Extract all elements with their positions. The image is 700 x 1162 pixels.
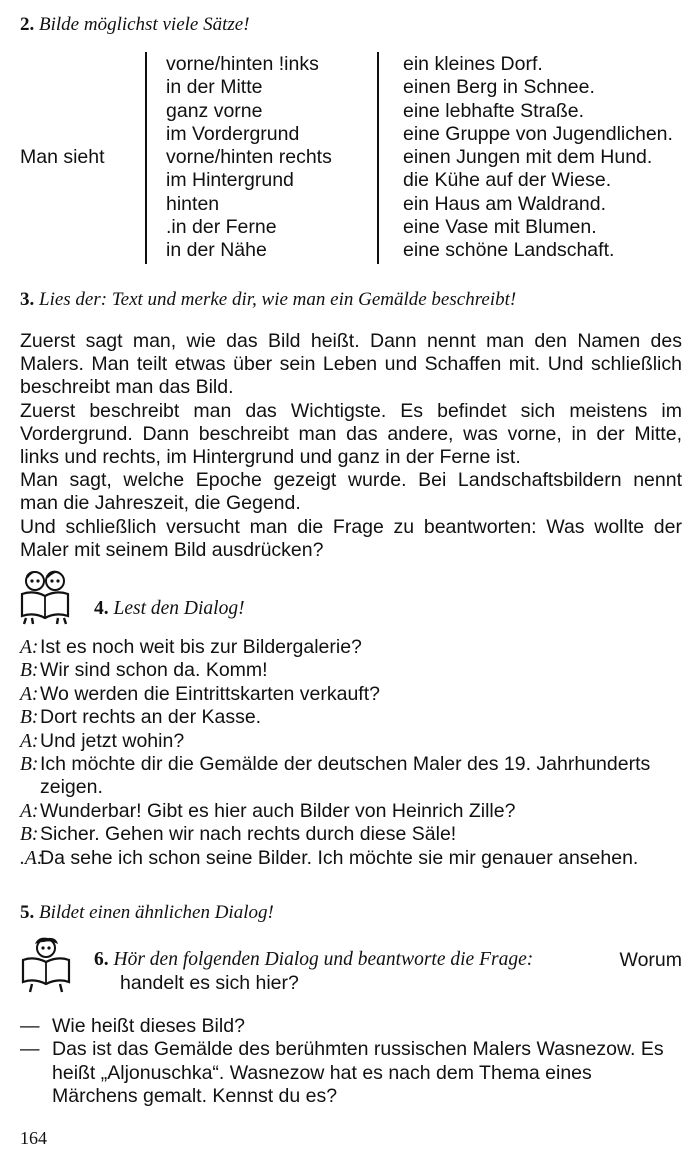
- position-item: vorne/hinten rechts: [166, 146, 332, 169]
- dialog-text: Wir sind schon da. Komm!: [40, 659, 268, 682]
- dialog-text: Märchens gemalt. Kennst du es?: [52, 1085, 338, 1108]
- position-item: vorne/hinten !inks: [166, 53, 319, 75]
- text-line: Zuerst sagt man, wie das Bild heißt. Dann nennt man den Namen des: [20, 330, 682, 352]
- dialog-line: [20, 1085, 682, 1108]
- dialog-text: zeigen.: [40, 776, 103, 799]
- section-5-number: 5.: [20, 902, 35, 923]
- dialog-text: Dort rechts an der Kasse.: [40, 706, 262, 729]
- dialog-text: Das ist das Gemälde des berühmten russischen Malers Wasnezow. Es: [52, 1038, 664, 1061]
- table-divider-right: [377, 52, 379, 264]
- dialog-text: Und jetzt wohin?: [40, 729, 185, 752]
- dialog-line: [20, 706, 682, 729]
- dialog-line: [20, 823, 682, 846]
- text-line: man die Jahreszeit, die Gegend.: [20, 492, 301, 515]
- section-6-number: 6.: [94, 949, 109, 970]
- section-5-title: Bildet einen ähnlichen Dialog!: [39, 902, 274, 923]
- object-item: eine Gruppe von Jugendlichen.: [403, 122, 673, 145]
- dialog-text: Ich möchte dir die Gemälde der deutschen Maler des 19. Jahrhunderts: [40, 753, 651, 776]
- position-item: ganz vorne: [166, 99, 263, 122]
- section-6-dialog: [20, 1015, 682, 1109]
- dialog-line: [20, 659, 682, 682]
- section-4-heading: [94, 598, 245, 620]
- text-line: Vordergrund. Dann beschreibt man das andere, was vorne, in der Mitte,: [20, 422, 682, 445]
- section-2-heading: [20, 14, 250, 36]
- text-line: Maler mit seinem Bild ausdrücken?: [20, 538, 324, 561]
- position-item: in der Nähe: [166, 239, 267, 262]
- dialog-line: [20, 776, 682, 799]
- dialog-line: [20, 1062, 682, 1085]
- object-item: einen Jungen mit dem Hund.: [403, 146, 653, 169]
- section-4-dialog: [20, 636, 682, 870]
- position-item: im Hintergrund: [166, 169, 294, 192]
- dialog-line: [20, 683, 682, 706]
- dialog-speaker: A:: [20, 683, 39, 705]
- object-item: die Kühe auf der Wiese.: [403, 169, 612, 192]
- object-item: einen Berg in Schnee.: [403, 76, 595, 99]
- dialog-line: [20, 847, 682, 870]
- dialog-speaker: A:: [20, 800, 39, 822]
- object-item: eine lebhafte Straße.: [403, 99, 585, 122]
- reading-children-icon: [18, 568, 78, 626]
- dialog-text: Da sehe ich schon seine Bilder. Ich möchte sie mir genauer ansehen.: [40, 846, 639, 869]
- section-3-number: 3.: [20, 289, 35, 310]
- section-4-number: 4.: [94, 598, 109, 619]
- position-item: .in der Ferne: [166, 216, 277, 239]
- dialog-text: heißt „Aljonuschka“. Wasnezow hat es nach dem Thema eines: [52, 1061, 592, 1084]
- dialog-speaker: B:: [20, 707, 39, 729]
- dialog-text: Sicher. Gehen wir nach rechts durch diese Säle!: [40, 823, 457, 846]
- text-line: Malers. Man teilt etwas über sein Leben und Schaffen mit. Und schließlich: [20, 353, 682, 376]
- dialog-dash: —: [20, 1038, 40, 1061]
- dialog-speaker: A:: [20, 637, 39, 658]
- dialog-text: Wo werden die Eintrittskarten verkauft?: [40, 682, 380, 705]
- dialog-speaker: B:: [20, 660, 39, 682]
- dialog-speaker: A:: [20, 730, 39, 752]
- dialog-dash: —: [20, 1015, 40, 1037]
- dialog-line: [20, 1015, 682, 1038]
- section-6-heading: [94, 949, 682, 995]
- section-3-text: [20, 330, 682, 562]
- dialog-speaker: B:: [20, 824, 39, 846]
- positions-column: [166, 53, 332, 263]
- text-line: beschreibt man das Bild.: [20, 376, 234, 399]
- position-item: im Vordergrund: [166, 122, 300, 145]
- object-item: eine schöne Landschaft.: [403, 239, 615, 262]
- object-item: ein kleines Dorf.: [403, 53, 543, 75]
- dialog-line: [20, 800, 682, 823]
- dialog-line: [20, 1038, 682, 1061]
- dialog-line: [20, 730, 682, 753]
- section-3-heading: [20, 289, 516, 311]
- section-5-heading: [20, 902, 274, 924]
- section-6-title: Hör den folgenden Dialog und beantworte die Frage:: [113, 949, 534, 970]
- section-6-title-line2: handelt es sich hier?: [120, 972, 299, 994]
- section-2-title: Bilde möglichst viele Sätze!: [39, 14, 250, 35]
- objects-column: [403, 53, 673, 263]
- dialog-line: [20, 753, 682, 776]
- position-item: in der Mitte: [166, 76, 263, 99]
- section-3-title: Lies der: Text und merke dir, wie man ein Gemälde beschreibt!: [39, 289, 517, 310]
- object-item: eine Vase mit Blumen.: [403, 216, 597, 239]
- dialog-speaker: B:: [20, 754, 39, 776]
- dialog-text: Wunderbar! Gibt es hier auch Bilder von Heinrich Zille?: [40, 799, 516, 822]
- object-item: ein Haus am Waldrand.: [403, 192, 607, 215]
- section-4-title: Lest den Dialog!: [113, 598, 245, 619]
- section-6-title-rest: Worum: [619, 949, 682, 971]
- dialog-text: Wie heißt dieses Bild?: [52, 1015, 245, 1037]
- dialog-line: [20, 636, 682, 659]
- subject-label: Man sieht: [20, 146, 105, 168]
- reading-child-icon: [20, 936, 76, 994]
- dialog-text: Ist es noch weit bis zur Bildergalerie?: [40, 636, 362, 658]
- page-number: 164: [20, 1128, 47, 1148]
- dialog-speaker: .A:: [20, 847, 44, 869]
- section-2-number: 2.: [20, 14, 35, 35]
- position-item: hinten: [166, 192, 220, 215]
- text-line: Man sagt, welche Epoche gezeigt wurde. Bei Landschaftsbildern nennt: [20, 469, 682, 492]
- text-line: Zuerst beschreibt man das Wichtigste. Es befindet sich meistens im: [20, 399, 682, 422]
- text-line: Und schließlich versucht man die Frage zu beantworten: Was wollte der: [20, 515, 682, 538]
- text-line: links und rechts, im Hintergrund und ganz in der Ferne ist.: [20, 446, 521, 469]
- section-6-heading-line1: [94, 949, 682, 972]
- table-divider-left: [145, 52, 147, 264]
